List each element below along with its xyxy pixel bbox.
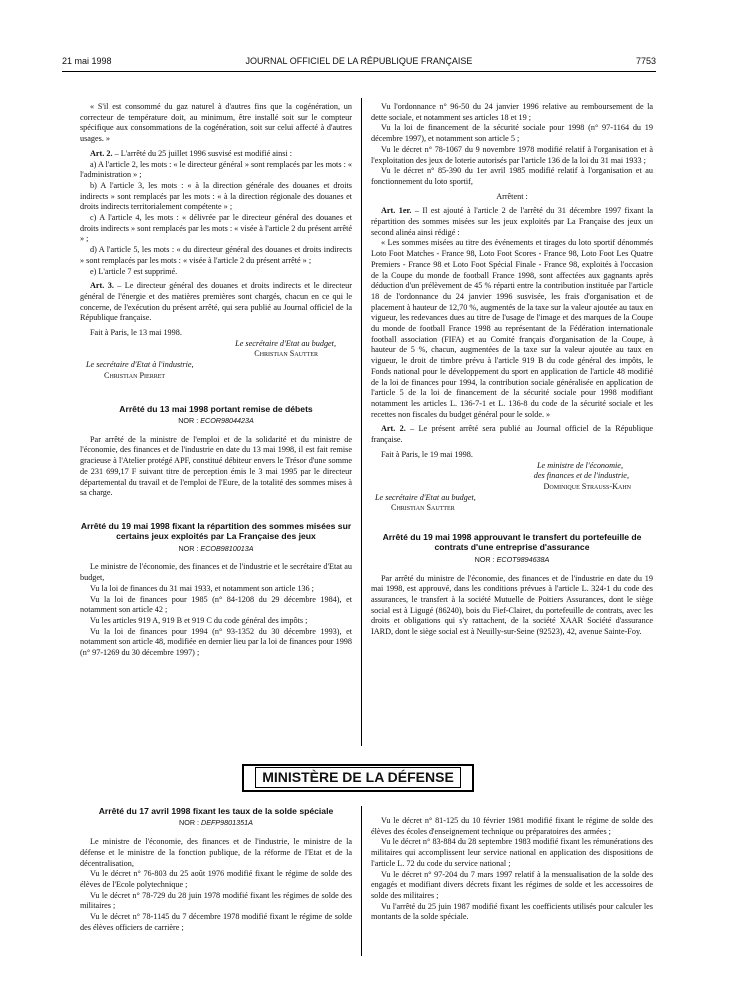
visa: Vu l'ordonnance n° 96-50 du 24 janvier 1996 relative au remboursement de la dette sociale, et notamment ses articles 18 et 19 ; <box>371 102 653 122</box>
decree-heading: Arrêté du 19 mai 1998 fixant la répartition des sommes misées sur certains jeux exploités par La Française des jeux <box>80 520 352 542</box>
article-label: Art. 2. <box>381 424 406 434</box>
publication-date: 21 mai 1998 <box>62 56 112 66</box>
visa: Vu la loi de finances pour 1985 (n° 84-1208 du 29 décembre 1984), et notamment son article 42 ; <box>80 594 352 615</box>
signature-name: Christian Sautter <box>254 349 318 359</box>
left-column <box>80 102 352 659</box>
article-label: Art. 1er. <box>381 206 412 216</box>
visa: Vu la loi de finances pour 1994 (n° 93-1352 du 30 décembre 1993), et notamment son article 48, modifiée en dernier lieu par la loi de finances pour 1998 (n° 97-1269 du 30 décembre 1997) ; <box>80 626 352 658</box>
visa: Vu le décret n° 83-884 du 28 septembre 1983 modifié fixant les rémunérations des militaires qui accomplissent leur service national en application des dispositions de l'article L. 72 du code du service national ; <box>371 837 653 868</box>
header-rule <box>62 71 656 72</box>
decree-heading: Arrêté du 13 mai 1998 portant remise de débets <box>119 403 313 414</box>
article-1: Art. 1er. – Il est ajouté à l'article 2 de l'arrêté du 31 décembre 1997 fixant la répartition des sommes misées sur les jeux exploités par La Française des jeux un second alinéa ainsi rédigé : <box>371 206 653 237</box>
nor-reference: NOR : ECOT9894638A <box>474 554 550 564</box>
right-column <box>371 102 653 638</box>
article-2: Art. 2. – Le présent arrêté sera publié au Journal officiel de la République française. <box>371 424 654 445</box>
article-label: Art. 3. <box>90 281 114 291</box>
article-label: Art. 2. <box>90 148 113 158</box>
nor-reference: NOR : ECOR9804423A <box>178 415 254 425</box>
signature-title: Le secrétaire d'Etat au budget, <box>375 492 476 502</box>
nor-reference: NOR : DEFP9801351A <box>179 818 253 828</box>
item-d: d) A l'article 5, les mots : « du directeur général des douanes et droits indirects » sont remplacés par les mots : « visée à l'article 2 du présent arrêté » ; <box>80 245 352 265</box>
visa: Vu le décret n° 76-803 du 25 août 1976 modifié fixant le régime de solde des élèves de l'Ecole polytechnique ; <box>80 869 352 889</box>
journal-title: JOURNAL OFFICIEL DE LA RÉPUBLIQUE FRANÇAISE <box>245 56 473 66</box>
visa: Vu le décret n° 97-204 du 7 mars 1997 relatif à la mensualisation de la solde des engagés et modifiant divers décrets fixant les régimes de solde et les accessoires de solde des militaires ; <box>371 869 653 900</box>
visa: Vu le décret n° 85-390 du 1er avril 1985 modifié relatif à l'organisation et au fonctionnement du loto sportif, <box>371 166 653 186</box>
quoted-paragraph: « Les sommes misées au titre des événements et tirages du loto sportif dénommés Loto Foot Matches - France 98, Loto Foot Scores - France 98, Loto Foot Les Quatre Premiers - France 98 et Loto Foot Spécial Finale - France 98, exploités à l'occasion de la Coupe du monde de football France 1998, sont affectées aux gagnants après déduction d'un prélèvement de 45 % réparti entre la contribution instituée par l'article 18 de l'ordonnance du 24 janvier 1996 susvisée, les frais d'organisation et de placement à hauteur de 12,70 %, augmentés de la taxe sur la valeur ajoutée au taux en vigueur, les redevances dues au titre de l'usage de l'image et des marques de la Coupe du monde de football France 1998 au représentant de la Fédération internationale football association (FIFA) et au Comité français d'organisation de la Coupe, à hauteur de 5 %, chacun, augmentées de la taxe sur la valeur ajoutée au taux en vigueur, le droit de timbre prévu à l'article 919 B du code général des impôts, le Fonds national pour le développement du sport en application de l'article 48 modifié de la loi de finances pour 1994, la contribution sociale généralisée en application de l'article 5 de la loi de financement de la sécurité sociale pour 1998 modifiant notamment les articles L. 136-7-1 et L. 136-8 du code de la sécurité sociale et les recettes non fiscales du budget général pour le solde. » <box>371 238 653 419</box>
column-divider <box>361 806 362 956</box>
visa: Vu le décret n° 78-1067 du 9 novembre 1978 modifié relatif à l'organisation et à l'exploitation des jeux de loterie autorisés par l'article 136 de la loi du 31 mai 1933 ; <box>371 144 653 165</box>
item-a: a) A l'article 2, les mots : « le directeur général » sont remplacés par les mots : « l'administration » ; <box>80 159 352 180</box>
fait-a-paris: Fait à Paris, le 13 mai 1998. <box>90 328 182 338</box>
paragraph: « S'il est consommé du gaz naturel à d'autres fins que la cogénération, un correcteur de température doit, au minimum, être installé soit sur le compteur spécifique aux consommations de la cogénération, soit sur celui affecté à d'autres usages. » <box>80 102 352 144</box>
visa: Vu l'arrêté du 25 juin 1987 modifié fixant les coefficients utilisés pour calculer les montants de la solde spéciale. <box>371 901 653 922</box>
visa: Vu le décret n° 81-125 du 10 février 1981 modifié fixant le régime de solde des élèves des écoles d'enseignement technique ou préparatoires des armées ; <box>371 816 653 836</box>
article-3: Art. 3. – Le directeur général des douanes et droits indirects et le directeur général de l'énergie et des matières premières sont chargés, chacun en ce qui le concerne, de l'exécution du présent arrêté, qui sera publié au Journal officiel de la République française. <box>80 281 352 323</box>
page-header <box>62 56 656 70</box>
arretent: Arrêtent : <box>496 191 528 201</box>
signature-title: Le secrétaire d'Etat au budget, <box>235 338 336 348</box>
page-number: 7753 <box>635 56 656 66</box>
item-c: c) A l'article 4, les mots : « délivrée par le directeur général des douanes et droits indirects » sont remplacés par les mots : « visée à l'article 2 du présent arrêté » ; <box>80 213 352 244</box>
item-b: b) A l'article 3, les mots : « à la direction générale des douanes et droits indirects » sont remplacés par les mots : « à la direction régionale des douanes et droits indirects territorialement compétente » ; <box>80 180 352 212</box>
column-divider <box>361 98 362 746</box>
signature-name: Dominique Strauss-Kahn <box>543 481 631 491</box>
signature-name: Christian Pierret <box>104 370 166 380</box>
paragraph: Par arrêté de la ministre de l'emploi et de la solidarité et du ministre de l'économie, des finances et de l'industrie en date du 13 mai 1998, il est fait remise gracieuse à l'Atelier protégé APF, constitué débiteur envers le Trésor d'une somme de 231 699,17 F suivant titre de perception émis le 3 mai 1995 par le directeur départemental du travail et de l'emploi de l'Eure, de la totalité des sommes mises à sa charge. <box>80 434 352 498</box>
nor-reference: NOR : ECOB9810013A <box>178 543 254 553</box>
bottom-left-column <box>80 806 352 933</box>
decree-heading: Arrêté du 19 mai 1998 approuvant le transfert du portefeuille de contrats d'une entreprise d'assurance <box>382 532 642 553</box>
ministry-title: MINISTÈRE DE LA DÉFENSE <box>255 767 461 788</box>
signature-title: des finances et de l'industrie, <box>533 471 629 481</box>
bottom-right-column <box>371 816 653 923</box>
paragraph: Le ministre de l'économie, des finances et de l'industrie et le secrétaire d'Etat au budget, <box>80 562 352 583</box>
paragraph: Par arrêté du ministre de l'économie, des finances et de l'industrie en date du 19 mai 1998, est approuvé, dans les conditions prévues à l'article L. 324-1 du code des assurances, le transfert à la société Mutuelle de Poitiers Assurances, dont le siège social est à Ligugé (86240), bois du Fief-Clairet, du portefeuille de contrats, avec les droits et obligations qui s'y rattachent, de la société XAAR Société d'assurance IARD, dont le siège social est à Neuilly-sur-Seine (92523), 42, avenue Sainte-Foy. <box>371 573 653 637</box>
visa: Vu le décret n° 78-1145 du 7 décembre 1978 modifié fixant le régime de solde des élèves officiers de carrière ; <box>80 912 352 932</box>
visa: Vu la loi de financement de la sécurité sociale pour 1998 (n° 97-1164 du 19 décembre 1997), et notamment son article 5 ; <box>371 123 653 144</box>
ministry-banner <box>242 764 474 792</box>
decree-heading: Arrêté du 17 avril 1998 fixant les taux de la solde spéciale <box>98 806 334 816</box>
visa: Vu le décret n° 78-729 du 28 juin 1978 modifié fixant les régimes de solde des militaires ; <box>80 890 352 911</box>
signature-name: Christian Sautter <box>391 503 455 513</box>
visa: Vu la loi de finances du 31 mai 1933, et notamment son article 136 ; <box>90 583 314 593</box>
signature-title: Le ministre de l'économie, <box>536 460 623 470</box>
signature-title: Le secrétaire d'Etat à l'industrie, <box>86 360 194 370</box>
article-2: Art. 2. – L'arrêté du 25 juillet 1996 susvisé est modifié ainsi : <box>90 148 293 158</box>
fait-a-paris: Fait à Paris, le 19 mai 1998. <box>381 449 473 459</box>
visa: Vu les articles 919 A, 919 B et 919 C du code général des impôts ; <box>90 615 308 625</box>
paragraph: Le ministre de l'économie, des finances et de l'industrie, le ministre de la défense et le ministre de la fonction publique, de la réforme de l'Etat et de la décentralisation, <box>80 837 352 868</box>
item-e: e) L'article 7 est supprimé. <box>90 266 178 276</box>
